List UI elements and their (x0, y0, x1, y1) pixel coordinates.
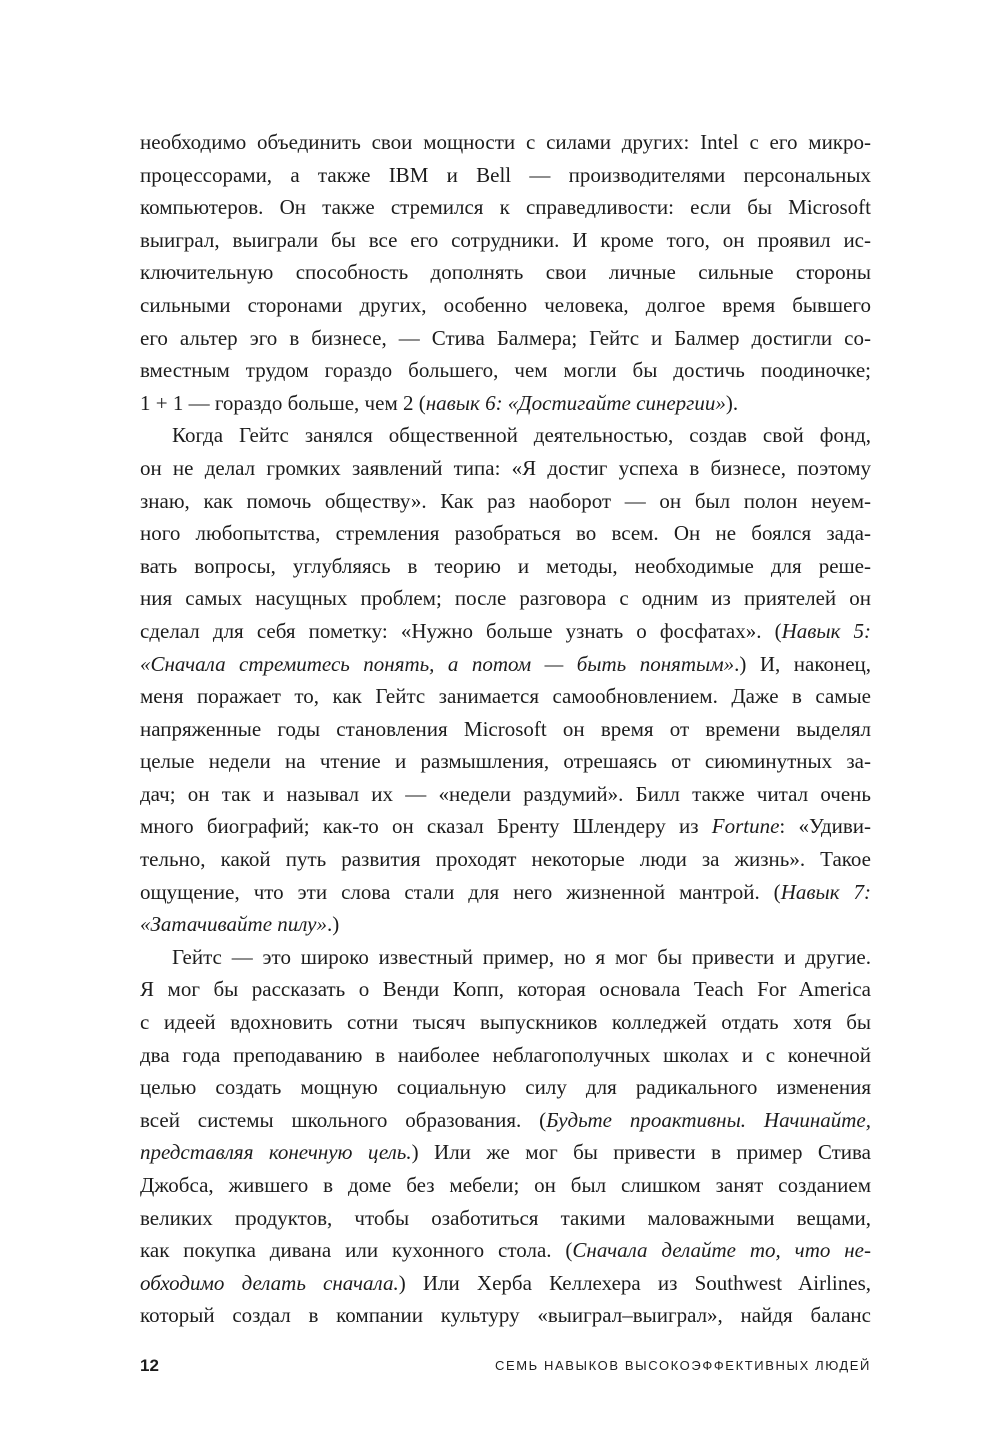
habit-reference: обходимо делать сначала. (140, 1270, 399, 1295)
page-footer (140, 1356, 871, 1380)
text-line: выиграл, выиграли бы все его сотрудники. И кроме того, он проявил ис- (140, 227, 871, 252)
habit-reference: Будьте проактивны. Начинайте, (546, 1107, 871, 1132)
text-line: много биографий; как-то он сказал Бренту Шлендеру из Fortune: «Удиви- (140, 814, 871, 839)
text-line: ния самых насущных проблем; после разговора с одним из приятелей он (140, 586, 871, 611)
text-line: с идеей вдохновить сотни тысяч выпускников колледжей отдать хотя бы (140, 1010, 871, 1035)
page-number: 12 (140, 1356, 159, 1375)
text-line: ного любопытства, стремления разобраться во всем. Он не боялся зада- (140, 521, 871, 546)
text-line: сильными сторонами других, особенно человека, долгое время бывшего (140, 292, 871, 317)
running-title: СЕМЬ НАВЫКОВ ВЫСОКОЭФФЕКТИВНЫХ ЛЮДЕЙ (494, 1358, 871, 1373)
magazine-title: Fortune (711, 814, 780, 839)
text-line: меня поражает то, как Гейтс занимается самообновлением. Даже в самые (140, 684, 871, 709)
text-line: целью создать мощную социальную силу для радикального изменения (140, 1075, 871, 1100)
text-line: компьютеров. Он также стремился к справедливости: если бы Microsoft (140, 195, 871, 220)
paragraph-1 (140, 126, 871, 419)
text-line: его альтер эго в бизнесе, — Стива Балмера; Гейтс и Балмер достигли со- (140, 325, 871, 350)
habit-reference: Навык 7: (780, 879, 871, 904)
text-line: всей системы школьного образования. (Будьте проактивны. Начинайте, (140, 1107, 871, 1132)
text-line: ключительную способность дополнять свои личные сильные стороны (140, 260, 871, 285)
text-line: целые недели на чтение и размышления, отрешаясь от сиюминутных за- (140, 749, 871, 774)
text-line: вместным трудом гораздо большего, чем могли бы достичь поодиночке; (140, 358, 871, 383)
text-line: великих продуктов, чтобы озаботиться такими маловажными вещами, (140, 1205, 871, 1230)
body-text (140, 126, 871, 1332)
text-line: обходимо делать сначала.) Или Херба Келлехера из Southwest Airlines, (140, 1270, 871, 1295)
habit-reference: «Сначала стремитесь понять, а потом — быть понятым» (140, 651, 735, 676)
habit-reference: навык 6: «Достигайте синергии» (425, 390, 726, 415)
text-line: тельно, какой путь развития проходят некоторые люди за жизнь». Такое (140, 847, 871, 872)
text-line: Когда Гейтс занялся общественной деятельностью, создав свой фонд, (172, 423, 871, 448)
paragraph-2 (140, 419, 871, 941)
paragraph-3 (140, 941, 871, 1332)
text-line: напряженные годы становления Microsoft он время от времени выделял (140, 716, 871, 741)
text-line: ощущение, что эти слова стали для него жизненной мантрой. (Навык 7: (140, 879, 871, 904)
text-line: как покупка дивана или кухонного стола. (Сначала делайте то, что не- (140, 1238, 871, 1263)
text-line: Гейтс — это широко известный пример, но я мог бы привести и другие. (172, 944, 871, 969)
habit-reference: Сначала делайте то, что не- (572, 1238, 871, 1263)
text-line: 1 + 1 — гораздо больше, чем 2 (навык 6: «Достигайте синергии»). (140, 390, 739, 415)
text-line: процессорами, а также IBM и Bell — производителями персональных (140, 162, 871, 187)
text-line: дач; он так и называл их — «недели раздумий». Билл также читал очень (140, 781, 871, 806)
text-line: Джобса, жившего в доме без мебели; он был слишком занят созданием (140, 1173, 871, 1197)
habit-reference: Навык 5: (781, 618, 871, 643)
text-line: «Затачивайте пилу».) (140, 912, 340, 937)
text-line: необходимо объединить свои мощности с силами других: Intel с его микро- (140, 130, 871, 154)
text-line: знаю, как помочь обществу». Как раз наоборот — он был полон неуем- (140, 488, 871, 513)
text-line: который создал в компании культуру «выиграл–выиграл», найдя баланс (140, 1303, 871, 1328)
habit-reference: «Затачивайте пилу» (140, 912, 327, 937)
habit-reference: представляя конечную цель. (140, 1140, 412, 1165)
text-line: «Сначала стремитесь понять, а потом — быть понятым».) И, наконец, (140, 651, 872, 676)
text-line: Я мог бы рассказать о Венди Копп, которая основала Teach For America (140, 977, 871, 1002)
text-line: вать вопросы, углубляясь в теорию и методы, необходимые для реше- (140, 553, 871, 578)
text-line: представляя конечную цель.) Или же мог бы привести в пример Стива (140, 1140, 871, 1165)
text-line: сделал для себя пометку: «Нужно больше узнать о фосфатах». (Навык 5: (140, 618, 871, 643)
text-line: он не делал громких заявлений типа: «Я достиг успеха в бизнесе, поэтому (140, 455, 871, 480)
text-line: два года преподаванию в наиболее неблагополучных школах и с конечной (140, 1042, 871, 1067)
